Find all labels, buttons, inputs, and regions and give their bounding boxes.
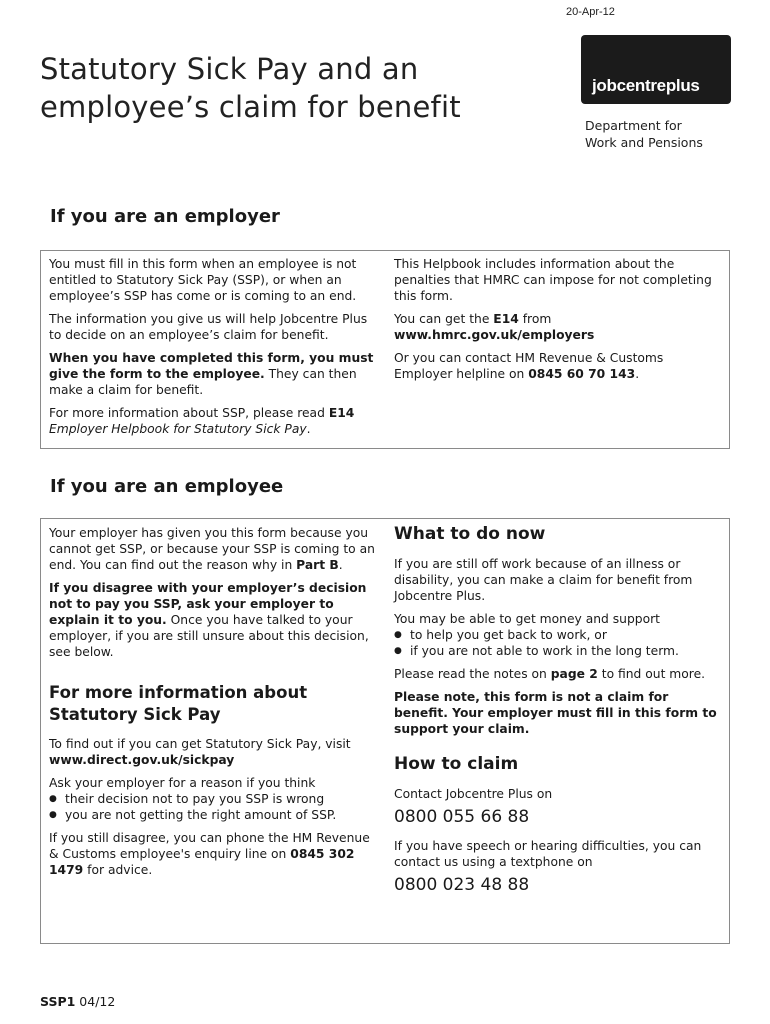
support-bullets [394,627,724,659]
employee-para: To find out if you can get Statutory Sick Pay, visit www.direct.gov.uk/sickpay [49,737,351,767]
direct-gov-sickpay-link[interactable]: www.direct.gov.uk/sickpay [49,753,235,767]
jobcentreplus-logo [581,35,731,104]
employee-left-column [49,525,379,885]
employee-box [40,518,730,944]
employee-heading: If you are an employee [50,476,284,497]
page-title [40,50,540,126]
how-to-claim-heading: How to claim [394,754,519,774]
employer-right-column [394,256,724,389]
form-code: SSP1 04/12 [40,994,116,1009]
employee-para: If you still disagree, you can phone the HM Revenue & Customs employee's enquiry line on 0845 302 1479 for advice. [49,831,370,877]
jobcentre-phone: 0800 055 66 88 [394,807,530,827]
not-a-claim-note: Please note, this form is not a claim for benefit. Your employer must fill in this form to support your claim. [394,690,717,736]
employer-para: The information you give us will help Jobcentre Plus to decide on an employee’s claim for benefit. [49,312,368,342]
dept-line-1: Department for [585,118,682,133]
employer-para: For more information about SSP, please read E14 Employer Helpbook for Statutory Sick Pay. [49,406,355,436]
employer-left-column [49,256,379,444]
employer-heading: If you are an employer [50,206,280,227]
employee-para: You may be able to get money and support [394,612,660,626]
employee-right-column [394,523,724,906]
employer-para: You must fill in this form when an employee is not entitled to Statutory Sick Pay (SSP), or when an employee’s SSP has come or is coming to an end. [49,257,357,303]
employee-para: If you are still off work because of an illness or disability, you can make a claim for benefit from Jobcentre Plus. [394,557,693,603]
list-item: ● you are not getting the right amount of SSP. [49,807,379,823]
list-item: ● their decision not to pay you SSP is wrong [49,791,379,807]
textphone-number: 0800 023 48 88 [394,875,530,895]
list-item: ● if you are not able to work in the long term. [394,643,724,659]
department-name [585,117,703,151]
more-info-heading: For more information about Statutory Sick Pay [49,683,308,724]
title-line-1: Statutory Sick Pay and an [40,52,419,86]
dept-line-2: Work and Pensions [585,135,703,150]
employer-para: You can get the E14 from www.hmrc.gov.uk/employers [394,312,595,342]
employer-para: Or you can contact HM Revenue & Customs Employer helpline on 0845 60 70 143. [394,351,664,381]
list-item: ● to help you get back to work, or [394,627,724,643]
reason-bullets [49,791,379,823]
employer-para: This Helpbook includes information about the penalties that HMRC can impose for not completing this form. [394,257,712,303]
title-line-2: employee’s claim for benefit [40,90,461,124]
employee-para: If you have speech or hearing difficulties, you can contact us using a textphone on [394,839,702,869]
date-stamp: 20-Apr-12 [566,6,615,18]
employer-para: When you have completed this form, you must give the form to the employee. They can then make a claim for benefit. [49,351,374,397]
logo-text: jobcentreplus [592,76,700,95]
hmrc-employers-link[interactable]: www.hmrc.gov.uk/employers [394,328,595,342]
employee-para: Please read the notes on page 2 to find out more. [394,667,706,681]
employee-para: If you disagree with your employer’s decision not to pay you SSP, ask your employer to explain it to you. Once you have talked to your employer, if you are still unsure about this decision, see below. [49,581,369,659]
employee-para: Your employer has given you this form because you cannot get SSP, or because your SSP is coming to an end. You can find out the reason why in Part B. [49,526,375,572]
what-to-do-heading: What to do now [394,524,546,544]
employer-box [40,250,730,449]
employee-para: Contact Jobcentre Plus on [394,787,553,801]
employee-para: Ask your employer for a reason if you think [49,776,316,790]
